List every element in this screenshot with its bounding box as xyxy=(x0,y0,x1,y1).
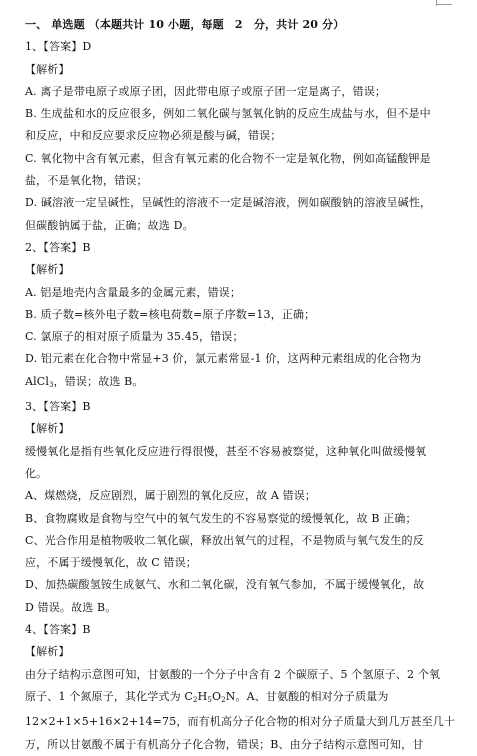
q3-line: C、光合作用是植物吸收二氧化碳，释放出氧气的过程，不是物质与氧气发生的反 xyxy=(25,533,424,547)
q3-analysis-label: 【解析】 xyxy=(25,422,70,436)
q2-answer: 2、【答案】B xyxy=(25,240,91,254)
q3-line: 化。 xyxy=(25,466,48,480)
q1-line: D. 碱溶液一定呈碱性，呈碱性的溶液不一定是碱溶液，例如碳酸钠的溶液呈碱性， xyxy=(25,196,432,210)
q1-answer: 1、【答案】D xyxy=(25,40,92,54)
q4-text: 原子、1 个氮原子，其化学式为 C xyxy=(25,689,193,703)
formula-subscript: 2 xyxy=(192,695,198,704)
q1-line: A. 离子是带电原子或原子团，因此带电原子或原子团一定是离子，错误； xyxy=(25,84,387,98)
q1-line: B. 生成盐和水的反应很多，例如二氧化碳与氢氧化钠的反应生成盐与水，但不是中 xyxy=(25,107,431,121)
q3-line: B、食物腐败是食物与空气中的氧气发生的不容易察觉的缓慢氧化，故 B 正确； xyxy=(25,511,417,525)
q1-line: 盐，不是氧化物，错误； xyxy=(25,174,148,188)
q3-line: 缓慢氧化是指有些氧化反应进行得很慢，甚至不容易被察觉，这种氧化叫做缓慢氧 xyxy=(25,444,427,458)
formula-text: AlCl xyxy=(25,374,49,388)
q3-answer: 3、【答案】B xyxy=(25,400,91,414)
q4-answer: 4、【答案】B xyxy=(25,623,91,637)
q4-analysis-label: 【解析】 xyxy=(25,645,70,659)
q2-analysis-label: 【解析】 xyxy=(25,263,70,277)
q4-text: H xyxy=(197,689,208,703)
q4-line: 由分子结构示意图可知，甘氨酸的一个分子中含有 2 个碳原子、5 个氢原子、2 个氧 xyxy=(25,667,441,681)
section-heading: 一、 单选题 （本题共计 10 小题，每题 2 分，共计 20 分） xyxy=(25,18,345,31)
q2-formula-line xyxy=(25,371,445,396)
q3-line: A、煤燃烧，反应剧烈，属于剧烈的氧化反应，故 A 错误； xyxy=(25,489,317,503)
q4-text: O xyxy=(211,689,222,703)
formula-subscript: 2 xyxy=(221,695,226,704)
q4-line: 12×2+1×5+16×2+14=75，而有机高分子化合物的相对分子质量大到几万甚至几十 xyxy=(25,715,456,729)
q2-line: D. 铝元素在化合物中常显+3 价，氯元素常显-1 价，这两种元素组成的化合物为 xyxy=(25,352,422,366)
formula-subscript: 3 xyxy=(49,380,54,389)
formula-subscript: 5 xyxy=(207,695,212,704)
q3-line: D 错误。故选 B。 xyxy=(25,600,117,614)
q2-line: B. 质子数=核外电子数=核电荷数=原子序数=13，正确； xyxy=(25,307,316,321)
q2-line: A. 铝是地壳内含量最多的金属元素，错误； xyxy=(25,285,242,299)
q3-line: D、加热碳酸氢铵生成氨气、水和二氧化碳，没有氧气参加，不属于缓慢氧化，故 xyxy=(25,578,425,592)
q4-formula-line xyxy=(25,686,445,711)
formula-rest: ，错误；故选 B。 xyxy=(53,374,144,388)
q4-text: N。A、甘氨酸的相对分子质量为 xyxy=(225,689,389,703)
q1-analysis-label: 【解析】 xyxy=(25,62,70,76)
q3-line: 应，不属于缓慢氧化，故 C 错误； xyxy=(25,556,197,570)
page-corner-mark xyxy=(436,0,437,6)
q4-line: 万，所以甘氨酸不属于有机高分子化合物，错误；B、由分子结构示意图可知，甘 xyxy=(25,737,424,751)
document-body xyxy=(25,14,456,756)
q1-line: 和反应，中和反应要求反应物必须是酸与碱，错误； xyxy=(25,129,282,143)
q1-line: 但碳酸钠属于盐，正确；故选 D。 xyxy=(25,218,194,232)
page-corner-mark xyxy=(436,4,452,5)
q1-line: C. 氧化物中含有氧元素，但含有氧元素的化合物不一定是氧化物，例如高锰酸钾是 xyxy=(25,151,431,165)
q2-line: C. 氯原子的相对原子质量为 35.45，错误； xyxy=(25,330,244,344)
